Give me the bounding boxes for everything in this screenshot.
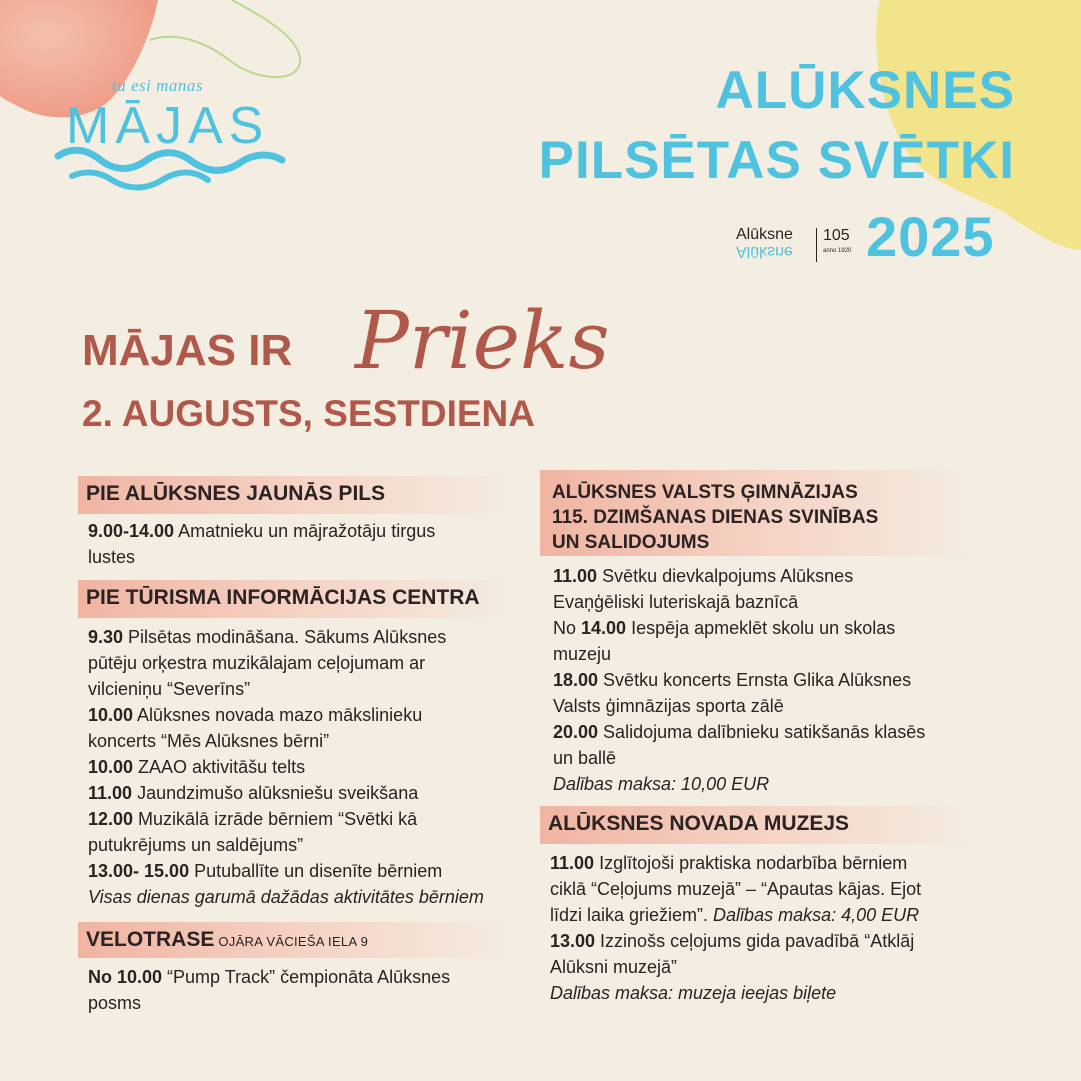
section-header-velotrase — [78, 922, 518, 958]
event-item — [550, 928, 980, 954]
section-events-muzejs — [550, 850, 980, 1006]
event-item-cont: pūtēju orķestra muzikālajam ceļojumam ar — [88, 653, 426, 673]
event-item — [88, 780, 518, 806]
event-item-cont: un ballē — [553, 748, 617, 768]
event-text: Alūksnes novada mazo mākslinieku — [133, 705, 423, 725]
event-prefix: No — [553, 618, 582, 638]
section-note: Visas dienas garumā dažādas aktivitātes bērniem — [88, 887, 484, 907]
brand-anno: anno 1920 — [823, 248, 852, 254]
event-time: 10.00 — [88, 757, 134, 777]
event-item — [88, 806, 518, 832]
event-time: 20.00 — [553, 722, 599, 742]
section-title-line: ALŪKSNES VALSTS ĢIMNĀZIJAS — [552, 482, 858, 503]
event-time: 11.00 — [550, 853, 595, 873]
event-item-cont: koncerts “Mēs Alūksnes bērni” — [88, 731, 330, 751]
logo-wordmark: MĀJAS — [66, 97, 270, 155]
green-line — [150, 0, 300, 77]
section-note: Dalības maksa: 10,00 EUR — [553, 774, 770, 794]
section-events-jauna-pils — [88, 518, 518, 570]
section-title: VELOTRASE — [86, 928, 215, 951]
event-item-cont — [550, 902, 980, 928]
title-line-2: PILSĒTAS SVĒTKI — [538, 131, 1015, 190]
event-time: 13.00 — [550, 931, 596, 951]
event-text: Iespēja apmeklēt skolu un skolas — [626, 618, 896, 638]
event-fee: Dalības maksa: 4,00 EUR — [708, 905, 920, 925]
event-date: 2. AUGUSTS, SESTDIENA — [82, 393, 535, 434]
event-text: “Pump Track” čempionāta Alūksnes — [162, 967, 451, 987]
title-year: 2025 — [866, 205, 995, 268]
event-item-cont: posms — [88, 993, 142, 1013]
event-item — [88, 754, 518, 780]
section-note: Dalības maksa: muzeja ieejas biļete — [550, 983, 837, 1003]
event-item-cont: muzeju — [553, 644, 612, 664]
event-item — [553, 667, 983, 693]
event-item — [553, 563, 983, 589]
event-time: No 10.00 — [88, 967, 163, 987]
event-text: ZAAO aktivitāšu telts — [133, 757, 306, 777]
brand-name: Alūksne — [736, 226, 793, 243]
brand-name-mirror: Alūksne — [736, 243, 793, 260]
event-item — [88, 702, 518, 728]
event-item-cont: vilcieniņu “Severīns” — [88, 679, 251, 699]
section-title-line: 115. DZIMŠANAS DIENAS SVINĪBAS — [552, 507, 879, 528]
event-item-cont: lustes — [88, 547, 136, 567]
event-item-cont: putukrējums un saldējums” — [88, 835, 304, 855]
section-events-velotrase — [88, 964, 518, 1016]
title-line-1: ALŪKSNES — [715, 61, 1015, 120]
event-item — [553, 719, 983, 745]
event-text: līdzi laika griežiem”. — [550, 905, 709, 925]
event-text: Muzikālā izrāde bērniem “Svētki kā — [133, 809, 418, 829]
event-time: 14.00 — [581, 618, 627, 638]
event-time: 11.00 — [88, 783, 133, 803]
event-time: 10.00 — [88, 705, 134, 725]
aluksne-105-logo — [736, 226, 862, 266]
section-subtitle: OJĀRA VĀCIEŠA IELA 9 — [218, 934, 369, 949]
event-item-cont: Alūksni muzejā” — [550, 957, 678, 977]
event-item-cont: Evaņģēliski luteriskajā baznīcā — [553, 592, 799, 612]
section-header-gimnazija — [540, 470, 980, 556]
event-text: Izglītojoši praktiska nodarbība bērniem — [594, 853, 908, 873]
event-item — [550, 850, 980, 876]
event-item — [88, 518, 518, 544]
event-item — [88, 858, 518, 884]
event-time: 9.30 — [88, 627, 124, 647]
event-text: Izzinošs ceļojums gida pavadībā “Atklāj — [595, 931, 915, 951]
event-text: Svētku dievkalpojums Alūksnes — [597, 566, 854, 586]
event-text: Amatnieku un mājražotāju tirgus — [174, 521, 436, 541]
section-header-tic: PIE TŪRISMA INFORMĀCIJAS CENTRA — [78, 580, 518, 618]
event-time: 18.00 — [553, 670, 599, 690]
event-text: Putuballīte un disenīte bērniem — [189, 861, 443, 881]
event-time: 13.00- 15.00 — [88, 861, 190, 881]
brand-number: 105 — [823, 227, 850, 244]
event-item — [88, 964, 518, 990]
event-text: Svētku koncerts Ernsta Glika Alūksnes — [598, 670, 912, 690]
event-item-cont: Valsts ģimnāzijas sporta zālē — [553, 696, 784, 716]
section-header-jauna-pils: PIE ALŪKSNES JAUNĀS PILS — [78, 476, 518, 514]
section-header-muzejs: ALŪKSNES NOVADA MUZEJS — [540, 806, 980, 844]
event-time: 9.00-14.00 — [88, 521, 175, 541]
logo-wave-2 — [72, 173, 208, 188]
logo-tagline: tu esi manas — [112, 76, 203, 95]
event-item — [88, 624, 518, 650]
headline-script: Prieks — [355, 294, 610, 387]
event-text: Salidojuma dalībnieku satikšanās klasēs — [598, 722, 926, 742]
section-events-gimnazija — [553, 563, 983, 797]
section-title-line: UN SALIDOJUMS — [552, 532, 710, 553]
event-item-cont: ciklā “Ceļojums muzejā” – “Apautas kājas. Ejot — [550, 879, 922, 899]
event-time: 12.00 — [88, 809, 134, 829]
section-events-tic — [88, 624, 518, 910]
event-item — [553, 615, 983, 641]
headline-prefix: MĀJAS IR — [82, 326, 293, 375]
event-time: 11.00 — [553, 566, 598, 586]
event-text: Jaundzimušo alūksniešu sveikšana — [132, 783, 419, 803]
event-text: Pilsētas modināšana. Sākums Alūksnes — [123, 627, 447, 647]
brand-divider — [816, 228, 817, 262]
